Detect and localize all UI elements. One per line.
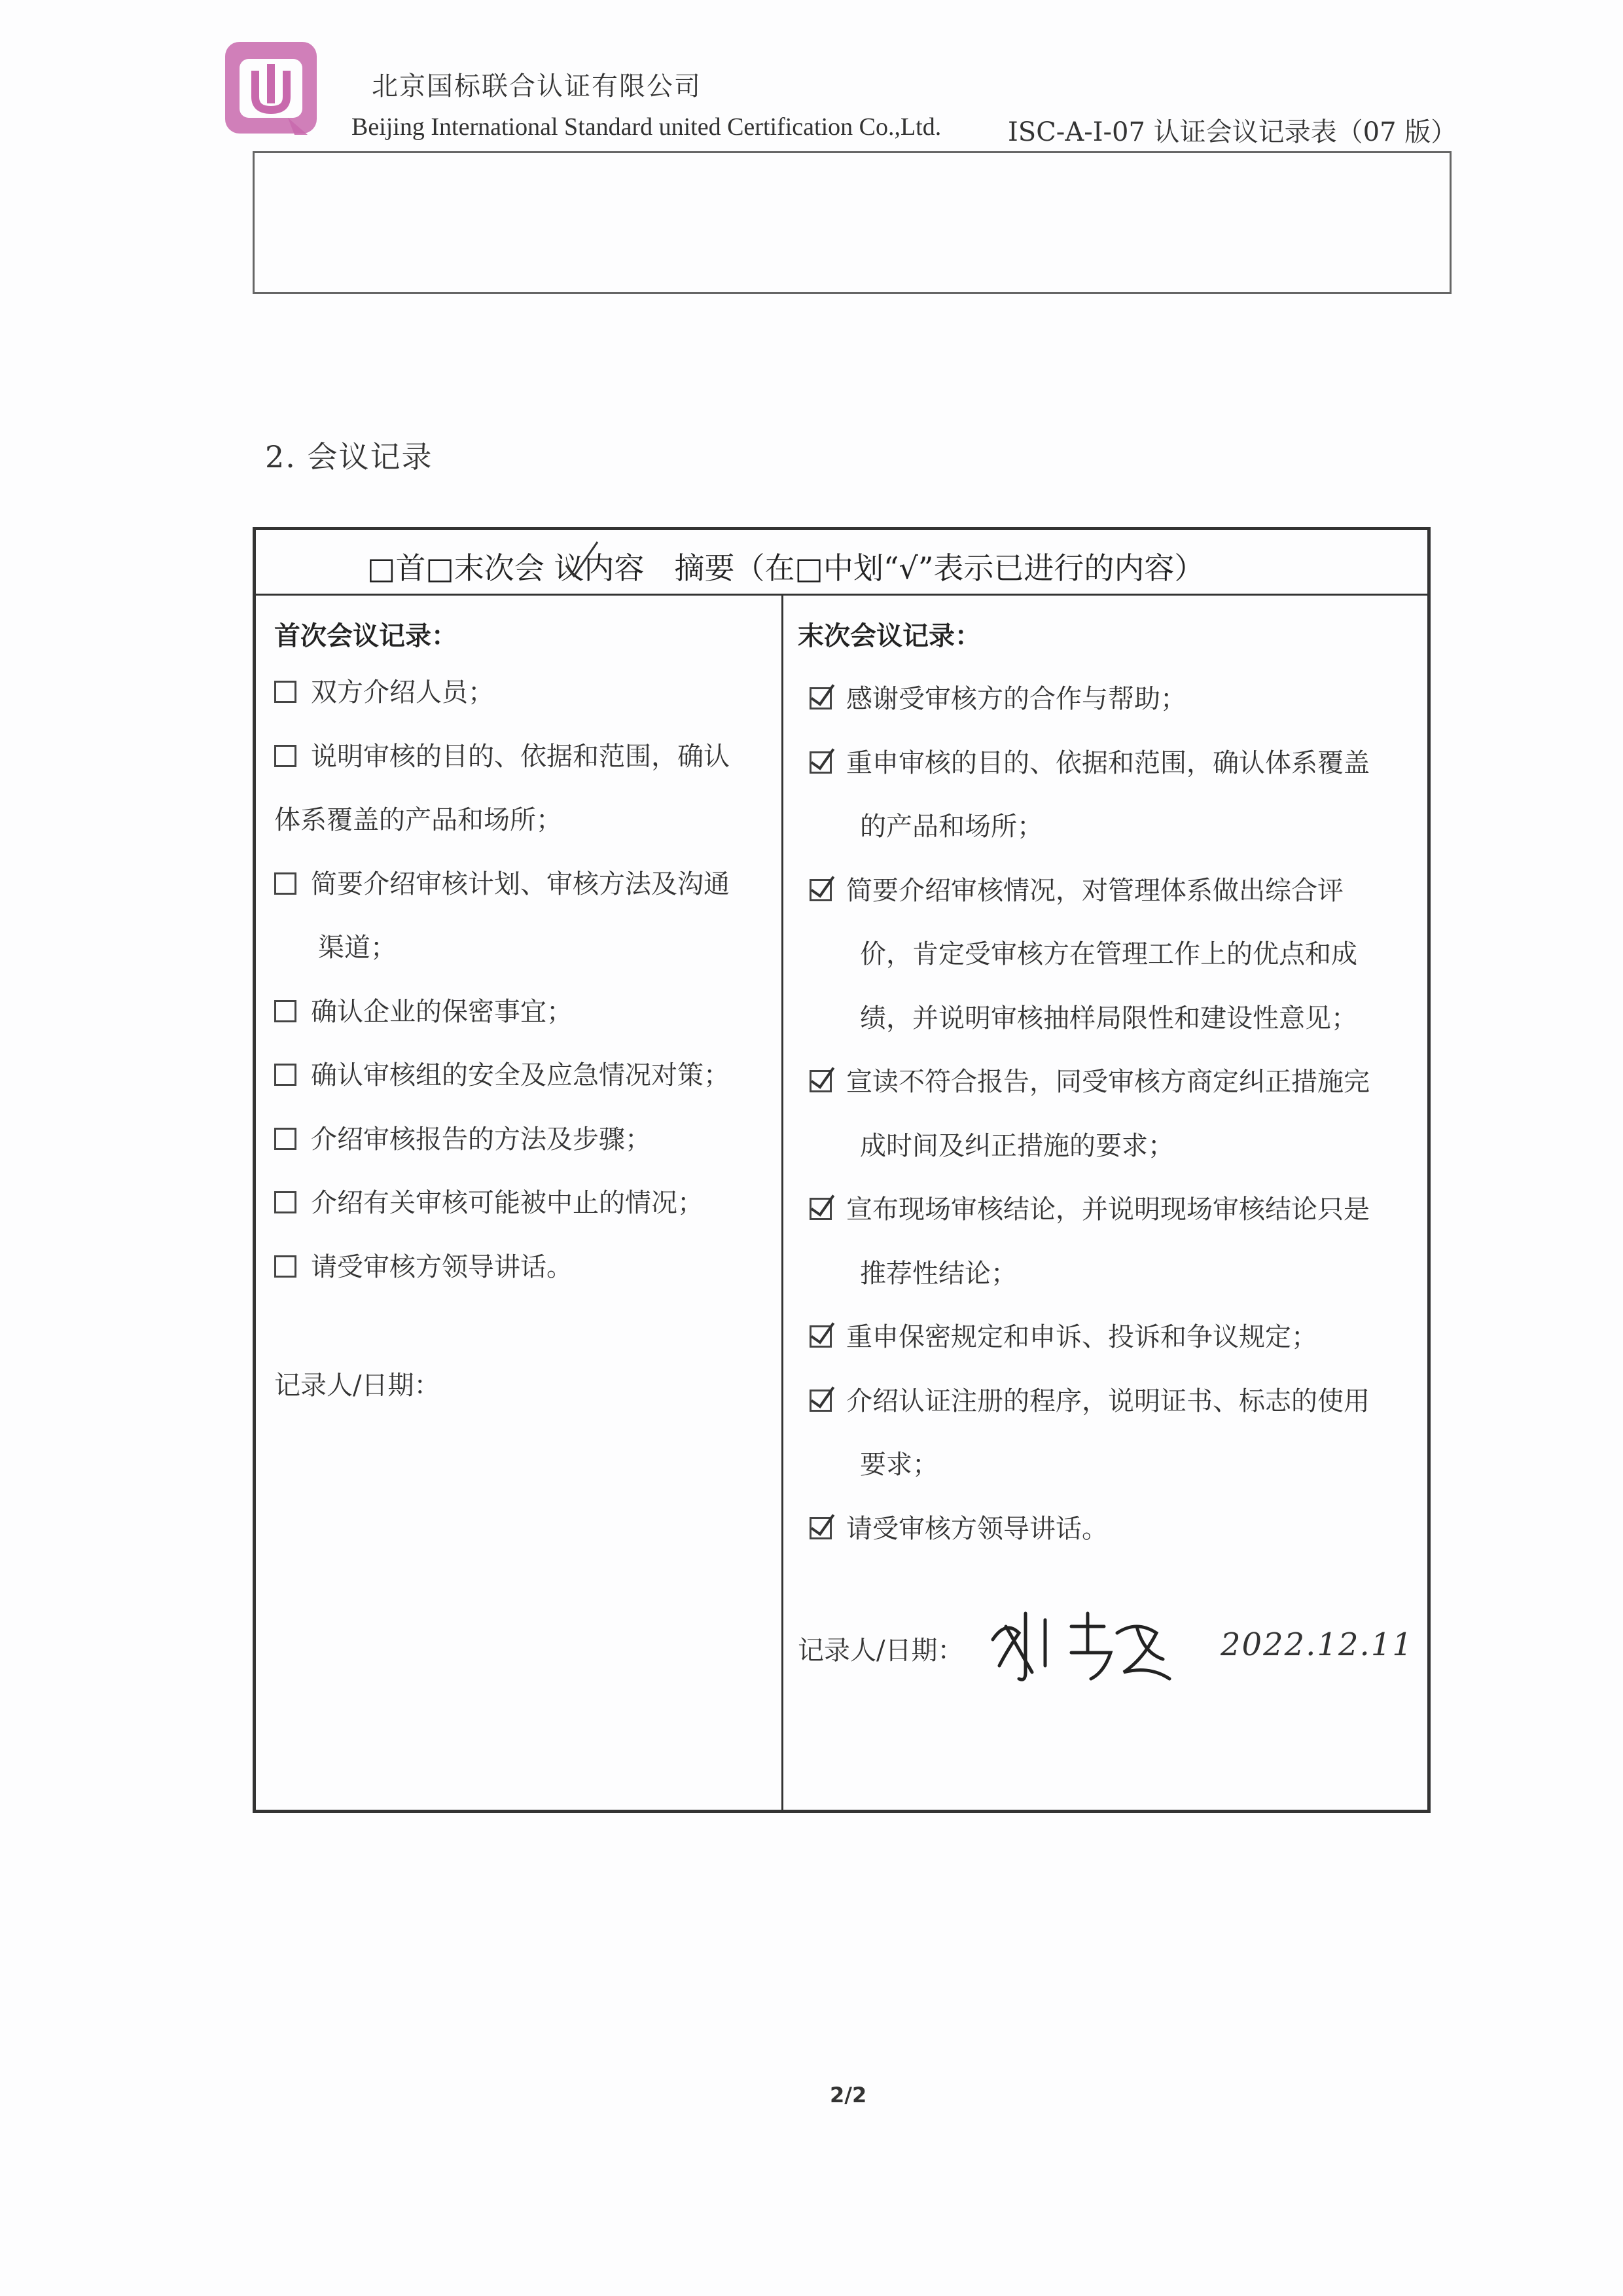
list-item-text: 渠道； (318, 933, 397, 963)
checkbox[interactable] (274, 1191, 296, 1213)
list-item-text: 介绍有关审核可能被中止的情况； (311, 1188, 704, 1218)
list-item-text: 宣布现场审核结论，并说明现场审核结论只是 (846, 1194, 1370, 1225)
last-meeting-column (783, 596, 1427, 1810)
checked-checkbox[interactable] (810, 1390, 832, 1412)
isc-logo-icon (223, 39, 327, 144)
company-name-cn: 北京国标联合认证有限公司 (372, 71, 702, 101)
list-item-text: 的产品和场所； (860, 812, 1043, 842)
list-item-text: 确认审核组的安全及应急情况对策； (311, 1060, 730, 1090)
list-item (860, 987, 1357, 1050)
list-item (274, 1044, 730, 1107)
list-item-text: 简要介绍审核情况，对管理体系做出综合评 (846, 875, 1344, 906)
checkbox[interactable] (274, 681, 296, 703)
list-item (810, 859, 1344, 922)
list-item (274, 789, 562, 852)
list-item (274, 1172, 704, 1234)
list-item (810, 732, 1370, 795)
first-meeting-column (256, 596, 781, 1810)
list-item-text: 确认企业的保密事宜； (311, 996, 573, 1027)
table-header-text: □首□末次会 议内容 摘要（在□中划“√”表示已进行的内容） (367, 550, 1205, 586)
list-item (810, 668, 1186, 730)
list-item-text: 双方介绍人员； (311, 677, 494, 708)
checked-checkbox[interactable] (810, 751, 832, 774)
list-item (274, 853, 730, 916)
checkmark-icon (562, 539, 601, 580)
checkbox[interactable] (274, 872, 296, 895)
list-item (274, 980, 573, 1043)
list-item (318, 916, 397, 979)
form-code: ISC-A-I-07 认证会议记录表（07 版） (1008, 117, 1457, 147)
last-meeting-title: 末次会议记录： (798, 620, 981, 651)
list-item (860, 795, 1043, 858)
first-recorder-label: 记录人/日期： (274, 1371, 440, 1401)
list-item-text: 简要介绍审核计划、审核方法及沟通 (311, 869, 730, 899)
list-item-text: 请受审核方领导讲话。 (846, 1513, 1108, 1544)
list-item (810, 1370, 1370, 1433)
list-item (274, 661, 494, 724)
list-item-text: 请受审核方领导讲话。 (311, 1251, 573, 1282)
list-item-text: 推荐性结论； (860, 1258, 1017, 1289)
checkbox[interactable] (274, 1000, 296, 1022)
sign-date: 2022.12.11 (1221, 1626, 1414, 1663)
checked-checkbox[interactable] (810, 1517, 832, 1539)
list-item-text: 价，肯定受审核方在管理工作上的优点和成 (860, 939, 1357, 969)
list-item-text: 成时间及纠正措施的要求； (860, 1130, 1174, 1161)
checkbox[interactable] (274, 1255, 296, 1278)
checkbox[interactable] (274, 745, 296, 767)
list-item (860, 1242, 1017, 1305)
list-item-text: 感谢受审核方的合作与帮助； (846, 684, 1186, 714)
checked-checkbox[interactable] (810, 687, 832, 709)
checked-checkbox[interactable] (810, 1070, 832, 1092)
list-item-text: 介绍认证注册的程序，说明证书、标志的使用 (846, 1386, 1370, 1416)
list-item (860, 1433, 938, 1496)
list-item (810, 1306, 1317, 1369)
first-meeting-title: 首次会议记录： (274, 620, 457, 651)
meeting-record-table (253, 527, 1431, 1813)
page-number: 2/2 (830, 2083, 867, 2108)
list-item-text: 要求； (860, 1450, 938, 1480)
checkbox[interactable] (274, 1128, 296, 1150)
list-item (860, 923, 1357, 986)
section-title: 2. 会议记录 (265, 439, 433, 475)
list-item (810, 1050, 1370, 1113)
list-item (274, 725, 730, 788)
checked-checkbox[interactable] (810, 1198, 832, 1220)
list-item-text: 重申审核的目的、依据和范围，确认体系覆盖 (846, 747, 1370, 778)
list-item (274, 1236, 573, 1299)
top-blank-box (253, 151, 1452, 294)
list-item (860, 1115, 1174, 1177)
list-item-text: 绩，并说明审核抽样局限性和建设性意见； (860, 1003, 1357, 1033)
checkbox[interactable] (274, 1064, 296, 1086)
list-item-text: 说明审核的目的、依据和范围，确认 (311, 741, 730, 772)
table-header (256, 530, 1427, 596)
list-item-text: 介绍审核报告的方法及步骤； (311, 1124, 651, 1155)
checked-checkbox[interactable] (810, 1325, 832, 1348)
handwritten-signature (986, 1600, 1176, 1692)
list-item-text: 体系覆盖的产品和场所； (274, 805, 562, 835)
company-name-en: Beijing International Standard united Certification Co.,Ltd. (351, 113, 942, 141)
list-item (810, 1178, 1370, 1241)
list-item (810, 1498, 1108, 1560)
list-item-text: 宣读不符合报告，同受审核方商定纠正措施完 (846, 1067, 1370, 1097)
list-item (274, 1108, 651, 1171)
list-item-text: 重申保密规定和申诉、投诉和争议规定； (846, 1322, 1317, 1352)
checked-checkbox[interactable] (810, 879, 832, 901)
last-recorder-label: 记录人/日期： (798, 1636, 964, 1666)
